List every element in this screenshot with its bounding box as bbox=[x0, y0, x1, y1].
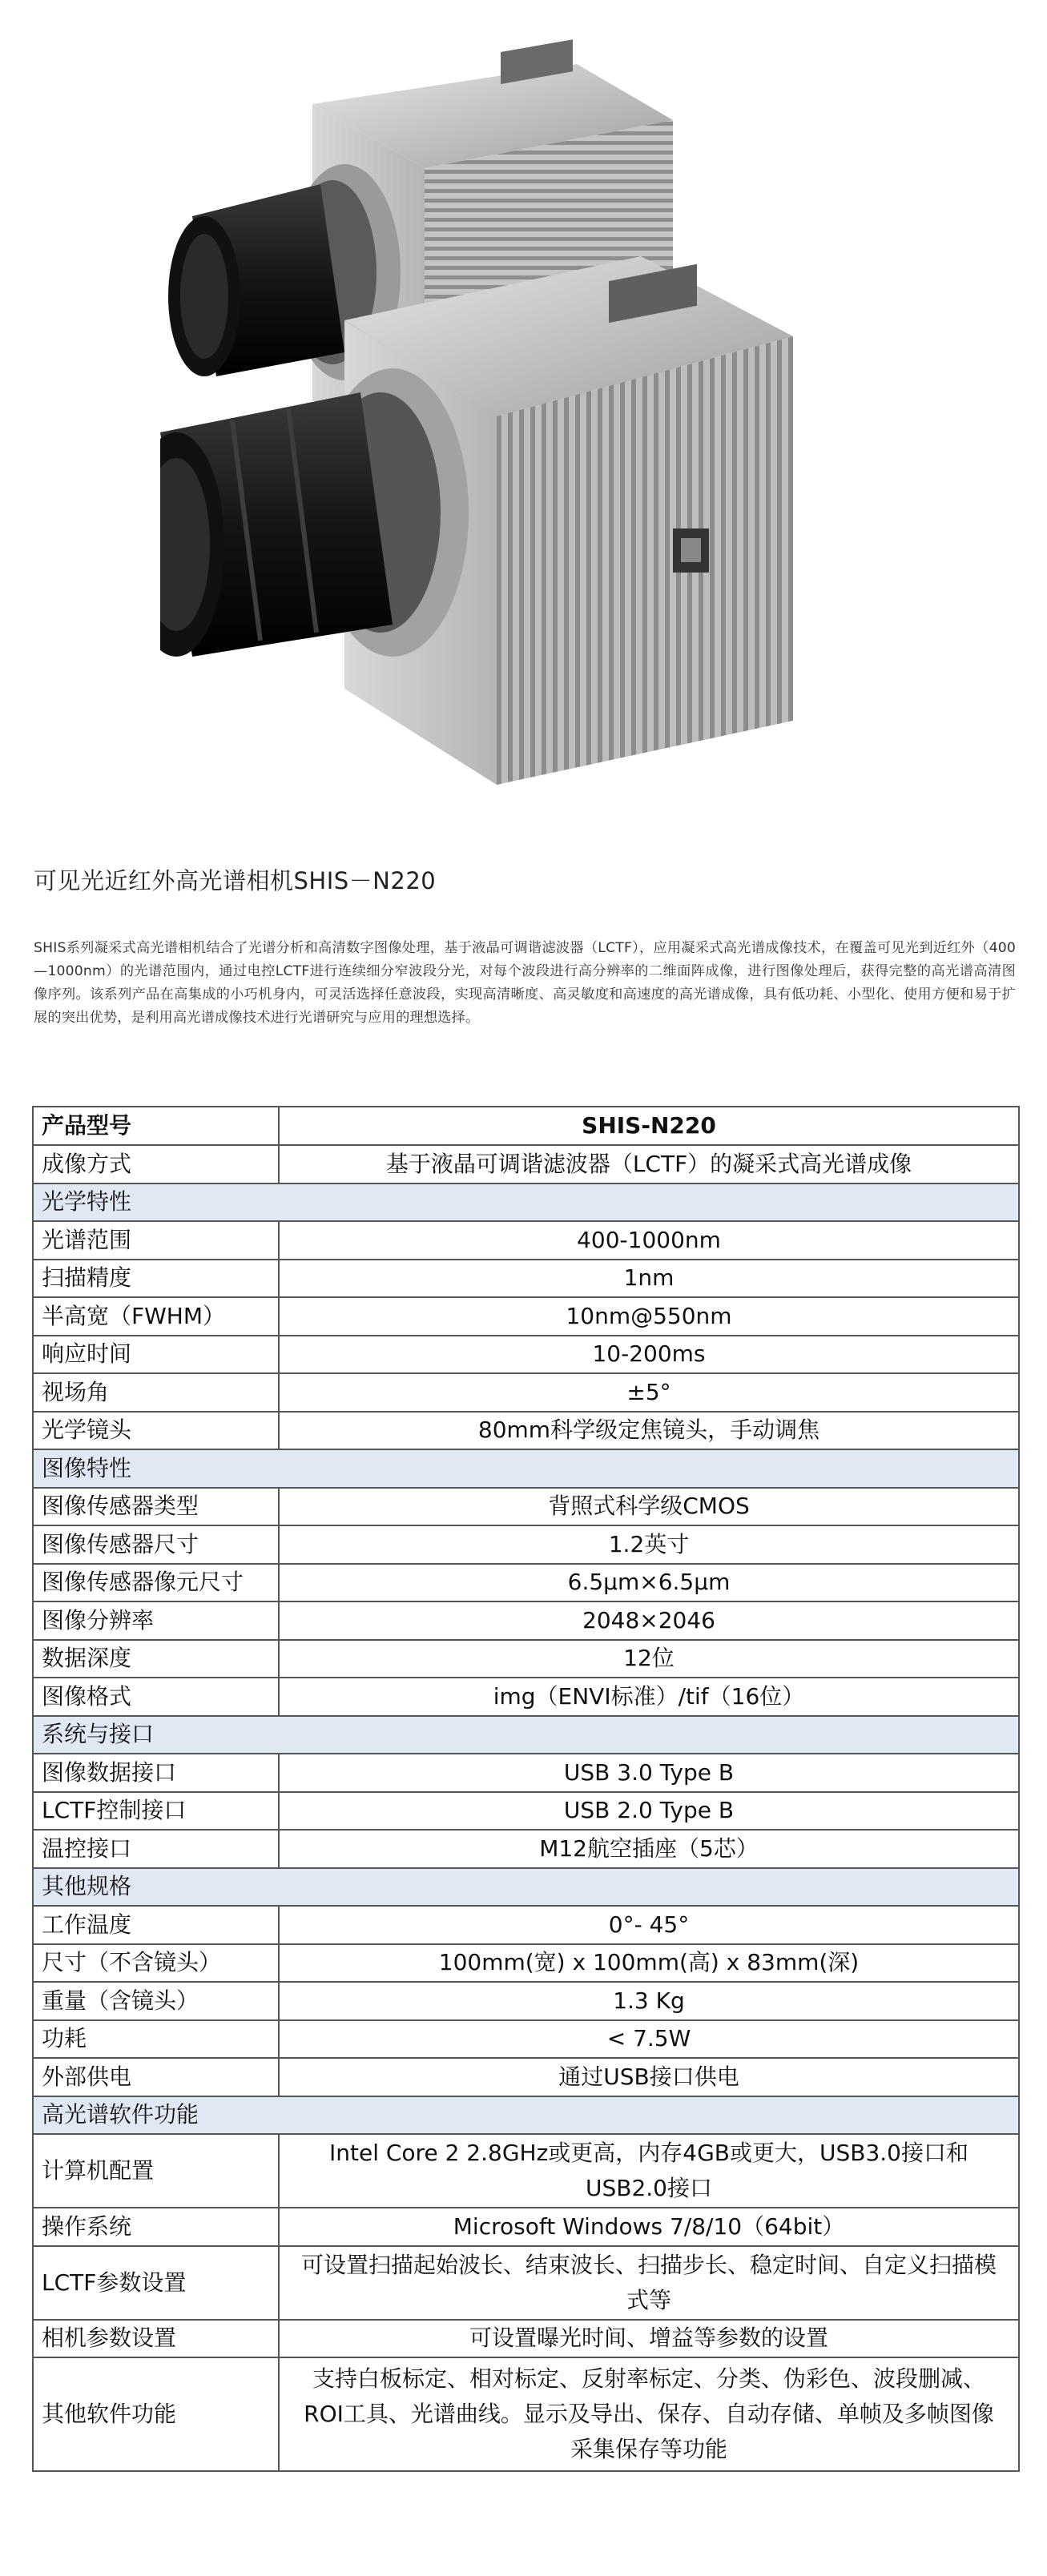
section-optical bbox=[33, 1184, 1019, 1222]
row-value: M12航空插座（5芯） bbox=[279, 1830, 1019, 1868]
row-label: 相机参数设置 bbox=[33, 2320, 279, 2358]
row-label: 温控接口 bbox=[33, 1830, 279, 1868]
section-title: 图像特性 bbox=[33, 1449, 1019, 1488]
table-row bbox=[33, 1792, 1019, 1831]
table-row bbox=[33, 1297, 1019, 1336]
row-value: 支持白板标定、相对标定、反射率标定、分类、伪彩色、波段删减、ROI工具、光谱曲线。显示及导出、保存、自动存储、单帧及多帧图像采集保存等功能 bbox=[279, 2357, 1019, 2471]
row-label: 半高宽（FWHM） bbox=[33, 1297, 279, 1336]
row-value: 通过USB接口供电 bbox=[279, 2058, 1019, 2096]
table-row bbox=[33, 2246, 1019, 2320]
row-label: 数据深度 bbox=[33, 1640, 279, 1678]
row-value: 1nm bbox=[279, 1260, 1019, 1298]
row-label: 图像格式 bbox=[33, 1678, 279, 1716]
table-row bbox=[33, 1640, 1019, 1678]
row-value: 12位 bbox=[279, 1640, 1019, 1678]
section-title: 系统与接口 bbox=[33, 1716, 1019, 1754]
row-value: 100mm(宽) x 100mm(高) x 83mm(深) bbox=[279, 1944, 1019, 1983]
row-value: img（ENVI标准）/tif（16位） bbox=[279, 1678, 1019, 1716]
row-label: LCTF控制接口 bbox=[33, 1792, 279, 1831]
row-value: 400-1000nm bbox=[279, 1221, 1019, 1260]
table-row bbox=[33, 2134, 1019, 2208]
table-row bbox=[33, 2020, 1019, 2059]
table-row bbox=[33, 1564, 1019, 1602]
table-row bbox=[33, 1336, 1019, 1374]
section-interface bbox=[33, 1716, 1019, 1754]
table-row bbox=[33, 2208, 1019, 2246]
row-label: 操作系统 bbox=[33, 2208, 279, 2246]
table-header-row bbox=[33, 1107, 1019, 1145]
table-row bbox=[33, 2320, 1019, 2358]
row-label: 图像传感器像元尺寸 bbox=[33, 1564, 279, 1602]
row-value: 6.5μm×6.5μm bbox=[279, 1564, 1019, 1602]
row-value: 1.3 Kg bbox=[279, 1982, 1019, 2020]
row-label: 外部供电 bbox=[33, 2058, 279, 2096]
header-label: 产品型号 bbox=[33, 1107, 279, 1145]
product-description: SHIS系列凝采式高光谱相机结合了光谱分析和高清数字图像处理，基于液晶可调谐滤波器（LCTF），应用凝采式高光谱成像技术，在覆盖可见光到近红外（400—1000nm）的光谱范围内，通过电控LCTF进行连续细分窄波段分光，对每个波段进行高分辨率的二维面阵成像，进行图像处理后，获得完整的高光谱高清图像序列。该系列产品在高集成的小巧机身内，可灵活选择任意波段，实现高清晰度、高灵敏度和高速度的高光谱成像，具有低功耗、小型化、使用方便和易于扩展的突出优势，是利用高光谱成像技术进行光谱研究与应用的理想选择。 bbox=[34, 940, 1016, 1026]
row-label: 计算机配置 bbox=[33, 2134, 279, 2208]
table-row bbox=[33, 1678, 1019, 1716]
row-label: 视场角 bbox=[33, 1373, 279, 1412]
row-label: 扫描精度 bbox=[33, 1260, 279, 1298]
section-other bbox=[33, 1868, 1019, 1907]
table-row bbox=[33, 2058, 1019, 2096]
row-label: 光学镜头 bbox=[33, 1412, 279, 1450]
table-row bbox=[33, 1373, 1019, 1412]
row-value: 80mm科学级定焦镜头，手动调焦 bbox=[279, 1412, 1019, 1450]
row-value: 1.2英寸 bbox=[279, 1525, 1019, 1564]
spec-table bbox=[32, 1106, 1020, 2472]
row-label: 功耗 bbox=[33, 2020, 279, 2059]
row-label: 成像方式 bbox=[33, 1145, 279, 1184]
row-label: 光谱范围 bbox=[33, 1221, 279, 1260]
row-label: 图像传感器尺寸 bbox=[33, 1525, 279, 1564]
table-row bbox=[33, 2357, 1019, 2471]
section-title: 其他规格 bbox=[33, 1868, 1019, 1907]
table-row bbox=[33, 1906, 1019, 1944]
row-value: USB 2.0 Type B bbox=[279, 1792, 1019, 1831]
row-label: LCTF参数设置 bbox=[33, 2246, 279, 2320]
header-value: SHIS-N220 bbox=[279, 1107, 1019, 1145]
table-row bbox=[33, 1982, 1019, 2020]
row-value: 可设置曝光时间、增益等参数的设置 bbox=[279, 2320, 1019, 2358]
row-label: 工作温度 bbox=[33, 1906, 279, 1944]
table-row bbox=[33, 1601, 1019, 1640]
table-row bbox=[33, 1145, 1019, 1184]
section-title: 高光谱软件功能 bbox=[33, 2096, 1019, 2135]
row-label: 图像传感器类型 bbox=[33, 1488, 279, 1526]
row-value: USB 3.0 Type B bbox=[279, 1754, 1019, 1792]
row-label: 重量（含镜头） bbox=[33, 1982, 279, 2020]
row-label: 图像分辨率 bbox=[33, 1601, 279, 1640]
row-value: < 7.5W bbox=[279, 2020, 1019, 2059]
row-value: 基于液晶可调谐滤波器（LCTF）的凝采式高光谱成像 bbox=[279, 1145, 1019, 1184]
row-value: Microsoft Windows 7/8/10（64bit） bbox=[279, 2208, 1019, 2246]
row-value: 背照式科学级CMOS bbox=[279, 1488, 1019, 1526]
table-row bbox=[33, 1221, 1019, 1260]
row-label: 其他软件功能 bbox=[33, 2357, 279, 2471]
row-label: 图像数据接口 bbox=[33, 1754, 279, 1792]
table-row bbox=[33, 1412, 1019, 1450]
table-row bbox=[33, 1525, 1019, 1564]
row-value: 0°- 45° bbox=[279, 1906, 1019, 1944]
row-value: 10nm@550nm bbox=[279, 1297, 1019, 1336]
table-row bbox=[33, 1830, 1019, 1868]
table-row bbox=[33, 1260, 1019, 1298]
product-title: 可见光近红外高光谱相机SHIS－N220 bbox=[34, 867, 437, 894]
table-row bbox=[33, 1754, 1019, 1792]
row-value: 2048×2046 bbox=[279, 1601, 1019, 1640]
section-software bbox=[33, 2096, 1019, 2135]
table-row bbox=[33, 1488, 1019, 1526]
product-photo bbox=[160, 16, 897, 785]
row-label: 尺寸（不含镜头） bbox=[33, 1944, 279, 1983]
table-row bbox=[33, 1944, 1019, 1983]
section-image bbox=[33, 1449, 1019, 1488]
row-label: 响应时间 bbox=[33, 1336, 279, 1374]
section-title: 光学特性 bbox=[33, 1184, 1019, 1222]
row-value: 可设置扫描起始波长、结束波长、扫描步长、稳定时间、自定义扫描模式等 bbox=[279, 2246, 1019, 2320]
row-value: 10-200ms bbox=[279, 1336, 1019, 1374]
row-value: Intel Core 2 2.8GHz或更高，内存4GB或更大，USB3.0接口和USB2.0接口 bbox=[279, 2134, 1019, 2208]
row-value: ±5° bbox=[279, 1373, 1019, 1412]
